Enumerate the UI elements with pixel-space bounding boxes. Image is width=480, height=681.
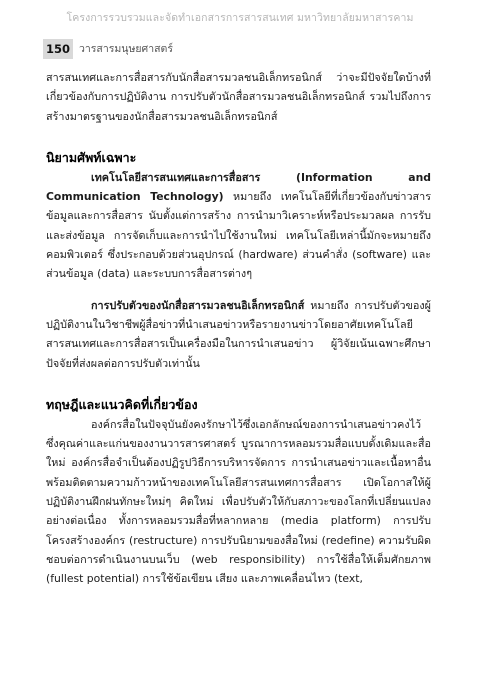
definition-ict xyxy=(46,168,431,284)
definitions-heading: นิยามศัพท์เฉพาะ xyxy=(46,149,137,165)
definition-ict-text: หมายถึง เทคโนโลยีที่เกี่ยวข้องกับข่าวสารข้อมูลและการสื่อสาร นับตั้งแต่การสร้าง การนำมาวิเคราะห์หรือประมวลผล การรับและส่งข้อมูล การจัดเก็บและการนำไปใช้งานใหม่ เทคโนโลยีเหล่านี้มักจะหมายถึง คอมพิวเตอร์ ซึ่งประกอบด้วยส่วนอุปกรณ์ (hardware) ส่วนคำสั่ง (software) และส่วนข้อมูล (data) และระบบการสื่อสารต่างๆ xyxy=(46,190,432,281)
theory-paragraph: องค์กรสื่อในปัจจุบันยังคงรักษาไว้ซึ่งเอกลักษณ์ของการนำเสนอข่าวคงไว้ซึ่งคุณค่าและแก่นของงานวารสารศาสตร์ บูรณาการหลอมรวมสื่อแบบดั้งเดิมและสื่อใหม่ องค์กรสื่อจำเป็นต้องปฏิรูปวิธีการบริหารจัดการ การนำเสนอข่าวและเนื้อหาอื่น พร้อมติดตามความก้าวหน้าของเทคโนโลยีสารสนเทศการสื่อสาร เปิดโอกาสให้ผู้ปฏิบัติงานฝึกฝนทักษะใหม่ๆ คิดใหม่ เพื่อปรับตัวให้กับสภาวะของโลกที่เปลี่ยนแปลงอย่างต่อเนื่อง ทั้งการหลอมรวมสื่อที่หลากหลาย (media platform) การปรับโครงสร้างองค์กร (restructure) การปรับนิยามของสื่อใหม่ (redefine) ความรับผิดชอบต่อการดำเนินงานบนเว็บ (web responsibility) การใช้สื่อให้เต็มศักยภาพ (fullest potential) การใช้ข้อเขียน เสียง และภาพเคลื่อนไหว (text, xyxy=(46,417,431,586)
folio-bar xyxy=(0,39,480,59)
definition-adaptation-term: การปรับตัวของนักสื่อสารมวลชนอิเล็กทรอนิกส์ xyxy=(91,298,305,312)
definition-adaptation-text: หมายถึง การปรับตัวของผู้ปฏิบัติงานในวิชาชีพผู้สื่อข่าวที่นำเสนอข่าวหรือรายงานข่าวโดยอาศัยเทคโนโลยีสารสนเทศและการสื่อสารเป็นเครื่องมือในการนำเสนอข่าว ผู้วิจัยเน้นเฉพาะศึกษาปัจจัยที่ส่งผลต่อการปรับตัวเท่านั้น xyxy=(46,298,431,370)
definition-adaptation xyxy=(46,296,431,373)
intro-paragraph: สารสนเทศและการสื่อสารกับนักสื่อสารมวลชนอิเล็กทรอนิกส์ ว่าจะมีปัจจัยใดบ้างที่เกี่ยวข้องกับการปฏิบัติงาน การปรับตัวนักสื่อสารมวลชนอิเล็กทรอนิกส์ รวมไปถึงการสร้างมาตรฐานของนักสื่อสารมวลชนอิเล็กทรอนิกส์ xyxy=(46,71,431,123)
running-header: โครงการรวบรวมและจัดทำเอกสารการสารสนเทศ มหาวิทยาลัยมหาสารคาม xyxy=(66,12,414,24)
page-number: 150 xyxy=(43,39,73,59)
journal-name: วารสารมนุษยศาสตร์ xyxy=(79,43,173,55)
page-body xyxy=(46,68,431,589)
definition-ict-term: เทคโนโลยีสารสนเทศและการสื่อสาร (Information and Communication Technology) xyxy=(46,170,431,204)
theory-heading: ทฤษฎีและแนวคิดที่เกี่ยวข้อง xyxy=(46,396,198,412)
